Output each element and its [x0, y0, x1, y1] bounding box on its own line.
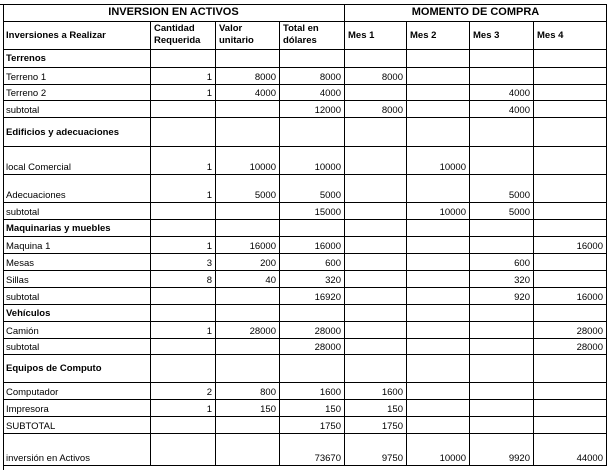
section-row-16-cell-0[interactable]: Equipos de Computo [3, 355, 151, 383]
table-row-9-cell-0[interactable]: Maquina 1 [3, 237, 151, 254]
table-row-10-cell-7[interactable] [534, 254, 607, 271]
table-row-17-cell-1[interactable]: 2 [151, 383, 216, 400]
table-row-11-cell-1[interactable]: 8 [151, 271, 216, 288]
section-row-13-cell-1[interactable] [151, 305, 216, 322]
table-row-18-cell-4[interactable]: 150 [345, 400, 407, 417]
table-row-1-cell-5[interactable] [407, 68, 470, 85]
subtotal-row-7-cell-1[interactable] [151, 203, 216, 220]
table-row-10-cell-0[interactable]: Mesas [3, 254, 151, 271]
subtotal-row-12-cell-0[interactable]: subtotal [3, 288, 151, 305]
subtotal-row-19-cell-7[interactable] [534, 417, 607, 434]
section-row-13-cell-6[interactable] [470, 305, 534, 322]
title-momento-de-compra: MOMENTO DE COMPRA [345, 4, 607, 22]
table-row-5-cell-7[interactable] [534, 147, 607, 175]
table-row-17-cell-6[interactable] [470, 383, 534, 400]
section-row-0-cell-1[interactable] [151, 50, 216, 68]
subtotal-row-19-cell-5[interactable] [407, 417, 470, 434]
table-row-6-cell-5[interactable] [407, 175, 470, 203]
table-row-2-cell-2[interactable]: 4000 [216, 85, 280, 101]
subtotal-row-3-cell-2[interactable] [216, 101, 280, 118]
subtotal-row-3-cell-7[interactable] [534, 101, 607, 118]
table-row-5-cell-3[interactable]: 10000 [280, 147, 345, 175]
subtotal-row-3-cell-3[interactable]: 12000 [280, 101, 345, 118]
table-row-11-cell-2[interactable]: 40 [216, 271, 280, 288]
table-row-6-cell-0[interactable]: Adecuaciones [3, 175, 151, 203]
col-valor-unitario-header: Valor unitario [216, 22, 280, 50]
title-inversion-en-activos: INVERSION EN ACTIVOS [3, 4, 345, 22]
section-row-8-cell-5[interactable] [407, 220, 470, 237]
section-row-4-cell-0[interactable]: Edificios y adecuaciones [3, 118, 151, 147]
subtotal-row-12-cell-6[interactable]: 920 [470, 288, 534, 305]
section-row-0-cell-6[interactable] [470, 50, 534, 68]
table-row-18-cell-5[interactable] [407, 400, 470, 417]
table-row-5-cell-6[interactable] [470, 147, 534, 175]
table-row-9-cell-3[interactable]: 16000 [280, 237, 345, 254]
section-row-4-cell-1[interactable] [151, 118, 216, 147]
section-row-8-cell-7[interactable] [534, 220, 607, 237]
table-row-18-cell-7[interactable] [534, 400, 607, 417]
table-row-9-cell-2[interactable]: 16000 [216, 237, 280, 254]
table-row-10-cell-5[interactable] [407, 254, 470, 271]
table-row-1-cell-7[interactable] [534, 68, 607, 85]
section-row-13-cell-4[interactable] [345, 305, 407, 322]
subtotal-row-7-cell-5[interactable]: 10000 [407, 203, 470, 220]
table-row-6-cell-6[interactable]: 5000 [470, 175, 534, 203]
subtotal-row-15-cell-0[interactable]: subtotal [3, 339, 151, 355]
table-row-11-cell-0[interactable]: Sillas [3, 271, 151, 288]
subtotal-row-12-cell-7[interactable]: 16000 [534, 288, 607, 305]
subtotal-row-3-cell-0[interactable]: subtotal [3, 101, 151, 118]
table-row-5-cell-2[interactable]: 10000 [216, 147, 280, 175]
section-row-4-cell-5[interactable] [407, 118, 470, 147]
table-row-11-cell-6[interactable]: 320 [470, 271, 534, 288]
table-row-17-cell-3[interactable]: 1600 [280, 383, 345, 400]
table-row-2-cell-4[interactable] [345, 85, 407, 101]
table-row-1-cell-1[interactable]: 1 [151, 68, 216, 85]
table-row-17-cell-2[interactable]: 800 [216, 383, 280, 400]
section-row-16-cell-2[interactable] [216, 355, 280, 383]
table-row-1-cell-4[interactable]: 8000 [345, 68, 407, 85]
table-row-6-cell-4[interactable] [345, 175, 407, 203]
table-row-10-cell-2[interactable]: 200 [216, 254, 280, 271]
total-row-20-cell-1[interactable] [151, 434, 216, 466]
table-row-1-cell-0[interactable]: Terreno 1 [3, 68, 151, 85]
table-row-18-cell-1[interactable]: 1 [151, 400, 216, 417]
table-row-14-cell-5[interactable] [407, 322, 470, 339]
total-row-20-cell-7[interactable]: 44000 [534, 434, 607, 466]
table-row-14-cell-1[interactable]: 1 [151, 322, 216, 339]
table-row-11-cell-7[interactable] [534, 271, 607, 288]
subtotal-row-19-cell-1[interactable] [151, 417, 216, 434]
table-row-11-cell-3[interactable]: 320 [280, 271, 345, 288]
subtotal-row-19-cell-3[interactable]: 1750 [280, 417, 345, 434]
table-row-17-cell-4[interactable]: 1600 [345, 383, 407, 400]
section-row-16-cell-3[interactable] [280, 355, 345, 383]
col-mes-3-header: Mes 3 [470, 22, 534, 50]
table-row-18-cell-6[interactable] [470, 400, 534, 417]
table-row-5-cell-4[interactable] [345, 147, 407, 175]
table-row-5-cell-0[interactable]: local Comercial [3, 147, 151, 175]
subtotal-row-7-cell-2[interactable] [216, 203, 280, 220]
subtotal-row-19-cell-0[interactable]: SUBTOTAL [3, 417, 151, 434]
subtotal-row-7-cell-7[interactable] [534, 203, 607, 220]
subtotal-row-3-cell-6[interactable]: 4000 [470, 101, 534, 118]
subtotal-row-12-cell-5[interactable] [407, 288, 470, 305]
table-row-14-cell-0[interactable]: Camión [3, 322, 151, 339]
section-row-0-cell-2[interactable] [216, 50, 280, 68]
subtotal-row-7-cell-0[interactable]: subtotal [3, 203, 151, 220]
table-row-17-cell-5[interactable] [407, 383, 470, 400]
section-row-4-cell-4[interactable] [345, 118, 407, 147]
subtotal-row-12-cell-1[interactable] [151, 288, 216, 305]
subtotal-row-15-cell-7[interactable]: 28000 [534, 339, 607, 355]
subtotal-row-7-cell-4[interactable] [345, 203, 407, 220]
section-row-8-cell-4[interactable] [345, 220, 407, 237]
section-row-0-cell-4[interactable] [345, 50, 407, 68]
table-row-18-cell-3[interactable]: 150 [280, 400, 345, 417]
total-row-20-cell-3[interactable]: 73670 [280, 434, 345, 466]
table-row-10-cell-3[interactable]: 600 [280, 254, 345, 271]
subtotal-row-15-cell-6[interactable] [470, 339, 534, 355]
section-row-4-cell-7[interactable] [534, 118, 607, 147]
table-row-1-cell-2[interactable]: 8000 [216, 68, 280, 85]
section-row-16-cell-5[interactable] [407, 355, 470, 383]
section-row-4-cell-2[interactable] [216, 118, 280, 147]
section-row-0-cell-5[interactable] [407, 50, 470, 68]
section-row-16-cell-4[interactable] [345, 355, 407, 383]
table-row-6-cell-1[interactable]: 1 [151, 175, 216, 203]
table-row-17-cell-7[interactable] [534, 383, 607, 400]
table-row-14-cell-2[interactable]: 28000 [216, 322, 280, 339]
section-row-16-cell-6[interactable] [470, 355, 534, 383]
table-row-9-cell-5[interactable] [407, 237, 470, 254]
table-row-18-cell-0[interactable]: Impresora [3, 400, 151, 417]
table-row-17-cell-0[interactable]: Computador [3, 383, 151, 400]
table-row-10-cell-1[interactable]: 3 [151, 254, 216, 271]
total-row-20-cell-4[interactable]: 9750 [345, 434, 407, 466]
table-row-14-cell-7[interactable]: 28000 [534, 322, 607, 339]
table-row-2-cell-6[interactable]: 4000 [470, 85, 534, 101]
section-row-16-cell-1[interactable] [151, 355, 216, 383]
section-row-0-cell-0[interactable]: Terrenos [3, 50, 151, 68]
table-row-14-cell-3[interactable]: 28000 [280, 322, 345, 339]
section-row-4-cell-3[interactable] [280, 118, 345, 147]
subtotal-row-3-cell-4[interactable]: 8000 [345, 101, 407, 118]
section-row-8-cell-3[interactable] [280, 220, 345, 237]
section-row-13-cell-0[interactable]: Vehículos [3, 305, 151, 322]
section-row-0-cell-7[interactable] [534, 50, 607, 68]
section-row-13-cell-3[interactable] [280, 305, 345, 322]
table-row-18-cell-2[interactable]: 150 [216, 400, 280, 417]
section-row-13-cell-7[interactable] [534, 305, 607, 322]
section-row-8-cell-2[interactable] [216, 220, 280, 237]
total-row-20-cell-6[interactable]: 9920 [470, 434, 534, 466]
col-mes-1-header: Mes 1 [345, 22, 407, 50]
subtotal-row-19-cell-4[interactable]: 1750 [345, 417, 407, 434]
subtotal-row-15-cell-3[interactable]: 28000 [280, 339, 345, 355]
col-cantidad-header: Cantidad Requerida [151, 22, 216, 50]
table-row-5-cell-1[interactable]: 1 [151, 147, 216, 175]
section-row-0-cell-3[interactable] [280, 50, 345, 68]
subtotal-row-19-cell-6[interactable] [470, 417, 534, 434]
total-row-20-cell-0[interactable]: inversión en Activos [3, 434, 151, 466]
section-row-16-cell-7[interactable] [534, 355, 607, 383]
table-row-11-cell-5[interactable] [407, 271, 470, 288]
table-row-11-cell-4[interactable] [345, 271, 407, 288]
section-row-4-cell-6[interactable] [470, 118, 534, 147]
total-row-20-cell-2[interactable] [216, 434, 280, 466]
subtotal-row-15-cell-5[interactable] [407, 339, 470, 355]
section-row-8-cell-0[interactable]: Maquinarias y muebles [3, 220, 151, 237]
subtotal-row-12-cell-2[interactable] [216, 288, 280, 305]
section-row-13-cell-2[interactable] [216, 305, 280, 322]
table-row-9-cell-6[interactable] [470, 237, 534, 254]
subtotal-row-12-cell-3[interactable]: 16920 [280, 288, 345, 305]
table-row-1-cell-3[interactable]: 8000 [280, 68, 345, 85]
col-total-header: Total en dólares [280, 22, 345, 50]
subtotal-row-12-cell-4[interactable] [345, 288, 407, 305]
table-row-2-cell-3[interactable]: 4000 [280, 85, 345, 101]
table-row-1-cell-6[interactable] [470, 68, 534, 85]
table-row-6-cell-3[interactable]: 5000 [280, 175, 345, 203]
subtotal-row-3-cell-1[interactable] [151, 101, 216, 118]
section-row-13-cell-5[interactable] [407, 305, 470, 322]
subtotal-row-19-cell-2[interactable] [216, 417, 280, 434]
table-row-9-cell-4[interactable] [345, 237, 407, 254]
subtotal-row-3-cell-5[interactable] [407, 101, 470, 118]
total-row-20-cell-5[interactable]: 10000 [407, 434, 470, 466]
table-row-10-cell-4[interactable] [345, 254, 407, 271]
table-row-14-cell-4[interactable] [345, 322, 407, 339]
section-row-8-cell-6[interactable] [470, 220, 534, 237]
table-row-9-cell-1[interactable]: 1 [151, 237, 216, 254]
table-row-6-cell-7[interactable] [534, 175, 607, 203]
table-row-2-cell-7[interactable] [534, 85, 607, 101]
table-row-14-cell-6[interactable] [470, 322, 534, 339]
table-row-2-cell-0[interactable]: Terreno 2 [3, 85, 151, 101]
col-mes-2-header: Mes 2 [407, 22, 470, 50]
table-row-2-cell-5[interactable] [407, 85, 470, 101]
col-mes-4-header: Mes 4 [534, 22, 607, 50]
table-row-6-cell-2[interactable]: 5000 [216, 175, 280, 203]
table-row-10-cell-6[interactable]: 600 [470, 254, 534, 271]
table-row-2-cell-1[interactable]: 1 [151, 85, 216, 101]
table-row-5-cell-5[interactable]: 10000 [407, 147, 470, 175]
subtotal-row-15-cell-1[interactable] [151, 339, 216, 355]
table-row-9-cell-7[interactable]: 16000 [534, 237, 607, 254]
col-inversiones-header: Inversiones a Realizar [3, 22, 151, 50]
subtotal-row-15-cell-2[interactable] [216, 339, 280, 355]
section-row-8-cell-1[interactable] [151, 220, 216, 237]
subtotal-row-7-cell-6[interactable]: 5000 [470, 203, 534, 220]
subtotal-row-7-cell-3[interactable]: 15000 [280, 203, 345, 220]
subtotal-row-15-cell-4[interactable] [345, 339, 407, 355]
